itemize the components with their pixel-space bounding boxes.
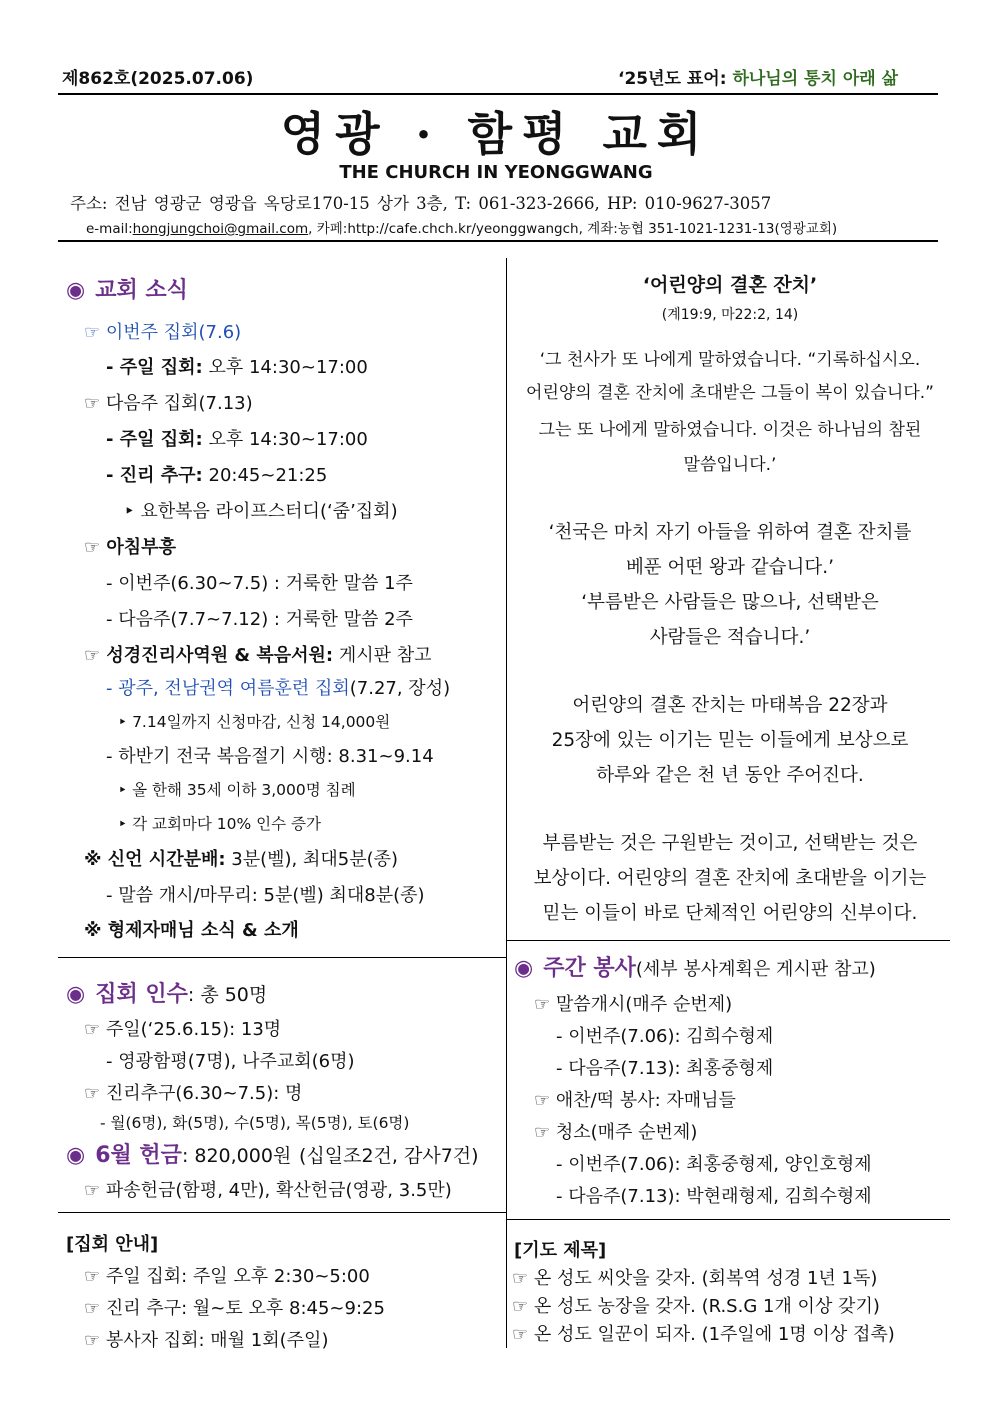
attendance-sunday-sub: - 영광함평(7명), 나주교회(6명) <box>106 1051 355 1072</box>
service-bottom-rule <box>506 1219 950 1220</box>
sermon-p4-line: 부름받는 것은 구원받는 것이고, 선택받는 것은 <box>542 833 918 854</box>
header-rule <box>58 93 938 95</box>
sermon-p2-line: 베푼 어떤 왕과 같습니다.’ <box>625 557 835 578</box>
meeting-guide-item: ☞ 주일 집회: 주일 오후 2:30~5:00 <box>84 1266 370 1287</box>
summer-training: - 광주, 전남권역 여름훈련 집회(7.27, 장성) <box>106 678 451 699</box>
contact-line <box>86 217 837 237</box>
sermon-p4-line: 믿는 이들이 바로 단체적인 어린양의 신부이다. <box>542 903 918 924</box>
service-section-title: ◉ 주간 봉사(세부 봉사계획은 게시판 참고) <box>514 956 876 981</box>
service-line: ☞ 말씀개시(매주 순번제) <box>534 994 733 1015</box>
issue-number: 제862호(2025.07.06) <box>62 69 254 89</box>
address-line: 주소: 전남 영광군 영광읍 옥당로170-15 상가 3층, T: 061-323-2666, HP: 010-9627-3057 <box>70 194 772 213</box>
column-divider <box>506 258 507 1348</box>
sermon-reference: (계19:9, 마22:2, 14) <box>661 307 799 323</box>
sermon-title: ‘어린양의 결혼 잔치’ <box>642 274 818 296</box>
ministry-notice: ☞ 성경진리사역원 & 복음서원: 게시판 참고 <box>84 645 432 666</box>
prayer-item: ☞ 온 성도 농장을 갖자. (R.S.G 1개 이상 갖기) <box>512 1296 880 1317</box>
service-line: ☞ 청소(매주 순번제) <box>534 1122 698 1143</box>
motto-text: 하나님의 통치 아래 삶 <box>732 69 899 89</box>
sermon-p1-line: 그는 또 나에게 말하였습니다. 이것은 하나님의 참된 <box>538 420 922 440</box>
offering-section-title: ◉ 6월 헌금: 820,000원 (십일조2건, 감사7건) <box>66 1143 479 1168</box>
service-line: - 이번주(7.06): 김희수형제 <box>556 1026 774 1047</box>
truth-pursuit-sub: ‣ 요한복음 라이프스터디(‘줌’집회) <box>124 501 398 522</box>
service-line: - 다음주(7.13): 박현래형제, 김희수형제 <box>556 1186 872 1207</box>
summer-training-sub: ‣ 7.14일까지 신청마감, 신청 14,000원 <box>118 713 391 731</box>
prayer-item: ☞ 온 성도 씨앗을 갖자. (회복역 성경 1년 1독) <box>512 1268 878 1289</box>
email-link[interactable]: hongjungchoi@gmail.com <box>132 221 309 237</box>
motto-label: ‘25년도 표어: <box>618 69 727 89</box>
cafe-account: , 카페:http://cafe.chch.kr/yeonggwangch, 계좌:농협 351-1021-1231-13(영광교회) <box>308 221 838 237</box>
sermon-p3-line: 하루와 같은 천 년 동안 주어진다. <box>596 765 864 786</box>
service-line: - 이번주(7.06): 최홍중형제, 양인호형제 <box>556 1154 872 1175</box>
sermon-p3-line: 25장에 있는 이기는 믿는 이들에게 보상으로 <box>551 730 909 751</box>
gospel-festival-sub2: ‣ 각 교회마다 10% 인수 증가 <box>118 815 321 833</box>
sermon-p2-line: 사람들은 적습니다.’ <box>649 627 811 648</box>
header-bottom-rule <box>58 240 938 242</box>
sermon-bottom-rule <box>506 940 950 941</box>
church-name: 영광 · 함평 교회 <box>280 107 712 161</box>
bullet-circle-icon: ◉ <box>66 1143 86 1168</box>
meeting-guide-item: ☞ 봉사자 집회: 매월 1회(주일) <box>84 1330 329 1351</box>
sunday-meeting-1: - 주일 집회: 오후 14:30~17:00 <box>106 357 368 378</box>
sermon-p4-line: 보상이다. 어린양의 결혼 잔치에 초대받을 이기는 <box>533 868 927 889</box>
service-line: - 다음주(7.13): 최홍중형제 <box>556 1058 774 1079</box>
attendance-truth-sub: - 월(6명), 화(5명), 수(5명), 목(5명), 토(6명) <box>100 1114 410 1132</box>
truth-pursuit: - 진리 추구: 20:45~21:25 <box>106 465 328 486</box>
family-news: ※ 형제자매님 소식 & 소개 <box>84 920 299 941</box>
offering-detail: (십일조2건, 감사7건) <box>298 1145 479 1167</box>
sermon-p1-line: ‘그 천사가 또 나에게 말하였습니다. “기록하십시오. <box>539 350 921 370</box>
prayer-item: ☞ 온 성도 일꾼이 되자. (1주일에 1명 이상 접촉) <box>512 1324 895 1345</box>
attendance-truth: ☞ 진리추구(6.30~7.5): 명 <box>84 1083 303 1104</box>
meeting-guide-item: ☞ 진리 추구: 월~토 오후 8:45~9:25 <box>84 1298 385 1319</box>
attendance-section-title: ◉ 집회 인수: 총 50명 <box>66 982 268 1007</box>
bullet-circle-icon: ◉ <box>66 982 86 1007</box>
news-section-title: ◉ 교회 소식 <box>66 278 188 303</box>
sunday-meeting-2: - 주일 집회: 오후 14:30~17:00 <box>106 429 368 450</box>
next-week-meeting: ☞ 다음주 집회(7.13) <box>84 393 253 414</box>
offering-sub: ☞ 파송헌금(함평, 4만), 확산헌금(영광, 3.5만) <box>84 1180 452 1201</box>
church-name-en: THE CHURCH IN YEONGGWANG <box>339 162 653 183</box>
news-bottom-rule <box>58 957 506 958</box>
service-line: ☞ 애찬/떡 봉사: 자매님들 <box>534 1090 736 1111</box>
sermon-p2-line: ‘천국은 마치 자기 아들을 위하여 결혼 잔치를 <box>548 522 912 543</box>
morning-revival-this: - 이번주(6.30~7.5) : 거룩한 말씀 1주 <box>106 573 413 594</box>
gospel-festival: - 하반기 전국 복음절기 시행: 8.31~9.14 <box>106 746 434 767</box>
gospel-festival-sub1: ‣ 올 한해 35세 이하 3,000명 침례 <box>118 781 356 799</box>
meeting-guide-title: [집회 안내] <box>66 1234 159 1255</box>
sermon-p1-line: 어린양의 결혼 잔치에 초대받은 그들이 복이 있습니다.” <box>526 383 934 403</box>
attendance-sunday: ☞ 주일(‘25.6.15): 13명 <box>84 1019 282 1040</box>
sermon-p2-line: ‘부름받은 사람들은 많으나, 선택받은 <box>581 592 879 613</box>
motto <box>618 64 898 89</box>
sermon-p3-line: 어린양의 결혼 잔치는 마태복음 22장과 <box>572 695 888 716</box>
bullet-circle-icon: ◉ <box>66 278 86 303</box>
email-label: e-mail: <box>86 221 133 237</box>
morning-revival: ☞ 아침부흥 <box>84 537 176 558</box>
prophesy-time-sub: - 말씀 개시/마무리: 5분(벨) 최대8분(종) <box>106 885 425 906</box>
morning-revival-next: - 다음주(7.7~7.12) : 거룩한 말씀 2주 <box>106 609 413 630</box>
offering-bottom-rule <box>58 1212 506 1213</box>
prayer-title: [기도 제목] <box>514 1240 607 1261</box>
bullet-circle-icon: ◉ <box>514 956 534 981</box>
this-week-meeting: ☞ 이번주 집회(7.6) <box>84 322 242 343</box>
prophesy-time: ※ 신언 시간분배: 3분(벨), 최대5분(종) <box>84 849 399 870</box>
sermon-p1-line: 말씀입니다.’ <box>683 455 777 475</box>
